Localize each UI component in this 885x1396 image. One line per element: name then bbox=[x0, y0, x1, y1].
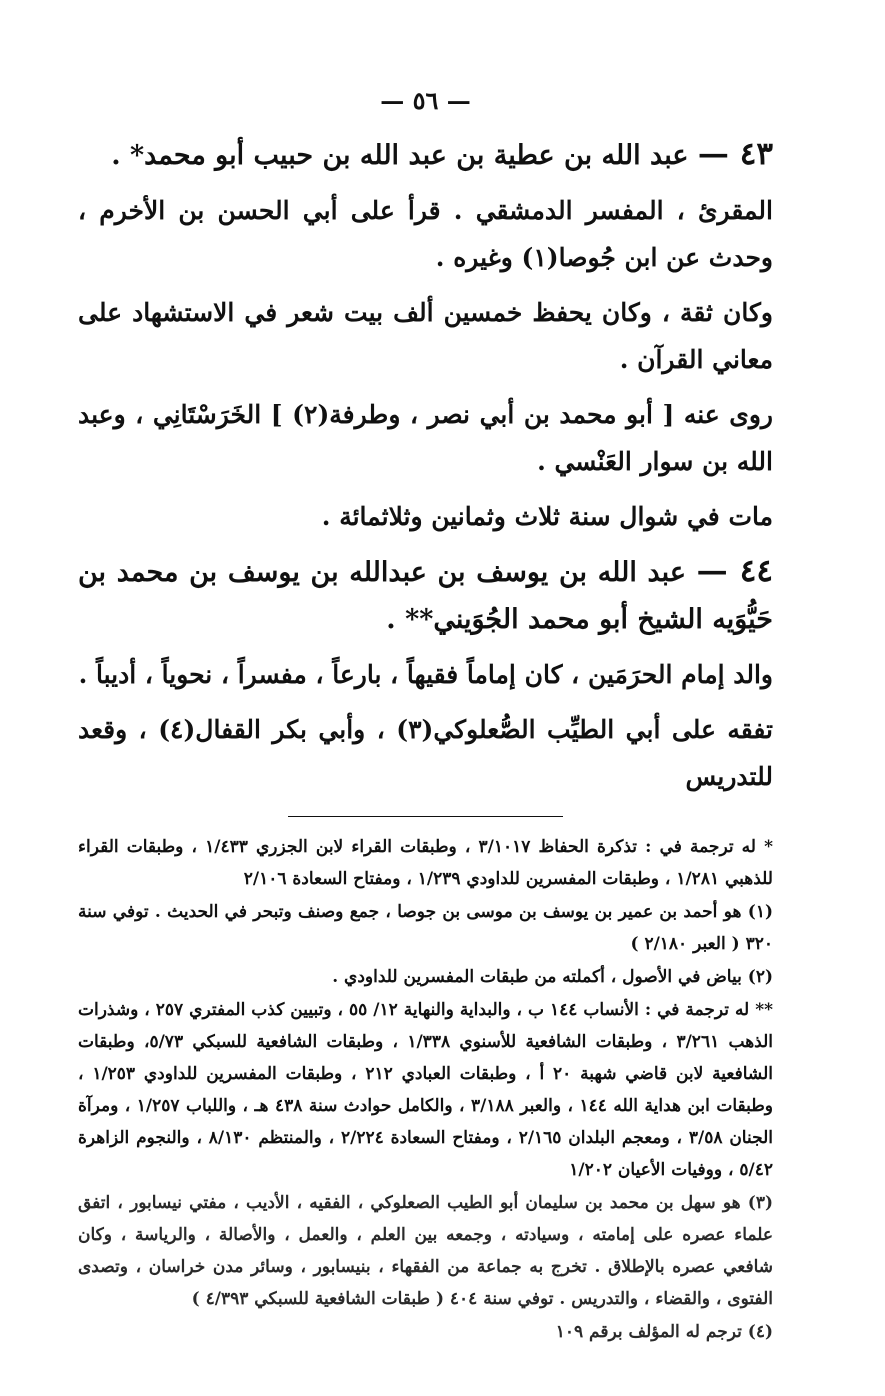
entry-number: ٤٣ — bbox=[697, 136, 773, 172]
entry-paragraph: وكان ثقة ، وكان يحفظ خمسين ألف بيت شعر في الاستشهاد على معاني القرآن . bbox=[78, 298, 773, 374]
entry-heading-43 bbox=[78, 131, 773, 179]
footnote-star: * له ترجمة في : تذكرة الحفاظ ٣/١٠١٧ ، وطبقات القراء لابن الجزري ١/٤٣٣ ، وطبقات القراء للذهبي ١/٢٨١ ، وطبقات المفسرين للداودي ١/٢٣٩ ، ومفتاح السعادة ٢/١٠٦ bbox=[78, 837, 773, 889]
footnote-divider bbox=[288, 816, 563, 817]
entry-number: ٤٤ — bbox=[696, 553, 773, 589]
main-text bbox=[78, 131, 773, 800]
entry-paragraph: روى عنه [ أبو محمد بن أبي نصر ، وطرفة(٢) ] الخَرَسْتَانِي ، وعبد الله بن سوار العَنْسي . bbox=[78, 400, 773, 476]
footnote-3: (٣) هو سهل بن محمد بن سليمان أبو الطيب الصعلوكي ، الفقيه ، الأديب ، مفتي نيسابور ، اتفق علماء عصره على إمامته ، وسيادته ، وجمعه بين العلم ، والعمل ، والأصالة ، والرياسة ، وكان شافعي عصره بالإطلاق . تخرج به جماعة من الفقهاء ، بنيسابور ، وسائر مدن خراسان ، وتصدى الفتوى ، والقضاء ، والتدريس . توفي سنة ٤٠٤ ( طبقات الشافعية للسبكي ٤/٣٩٣ ) bbox=[78, 1193, 773, 1309]
entry-paragraph: تفقه على أبي الطيِّب الصُّعلوكي(٣) ، وأبي بكر القفال(٤) ، وقعد للتدريس bbox=[78, 715, 773, 791]
entry-paragraph: مات في شوال سنة ثلاث وثمانين وثلاثمائة . bbox=[321, 502, 773, 531]
entry-title: عبد الله بن يوسف بن عبدالله بن يوسف بن محمد بن حَيُّوَيه الشيخ أبو محمد الجُوَيني** . bbox=[78, 557, 773, 635]
footnotes bbox=[78, 831, 773, 1348]
entry-paragraph: المقرئ ، المفسر الدمشقي . قرأ على أبي الحسن بن الأخرم ، وحدث عن ابن جُوصا(١) وغيره . bbox=[78, 196, 773, 272]
entry-paragraph: والد إمام الحرَمَين ، كان إماماً فقيهاً ، بارعاً ، مفسراً ، نحوياً ، أديباً . bbox=[78, 660, 773, 689]
footnote-2: (٢) بياض في الأصول ، أكملته من طبقات المفسرين للداودي . bbox=[332, 967, 773, 987]
footnote-double-star: ** له ترجمة في : الأنساب ١٤٤ ب ، والبداية والنهاية ١٢/ ٥٥ ، وتبيين كذب المفتري ٢٥٧ ، وشذرات الذهب ٣/٢٦١ ، وطبقات الشافعية للأسنوي ١/٣٣٨ ، وطبقات الشافعية للسبكي ٥/٧٣، وطبقات الشافعية لابن قاضي شهبة ٢٠ أ ، وطبقات العبادي ٢١٢ ، وطبقات المفسرين للداودي ١/٢٥٣ ، وطبقات ابن هداية الله ١٤٤ ، والعبر ٣/١٨٨ ، والكامل حوادث سنة ٤٣٨ هـ ، واللباب ١/٢٥٧ ، ومرآة الجنان ٣/٥٨ ، ومعجم البلدان ٢/١٦٥ ، ومفتاح السعادة ٢/٢٢٤ ، والمنتظم ٨/١٣٠ ، والنجوم الزاهرة ٥/٤٢ ، ووفيات الأعيان ١/٢٠٢ bbox=[78, 1000, 774, 1180]
page-number: — ٥٦ — bbox=[380, 86, 471, 115]
footnote-1: (١) هو أحمد بن عمير بن يوسف بن موسى بن جوصا ، جمع وصنف وتبحر في الحديث . توفي سنة ٣٢٠ ( العبر ٢/١٨٠ ) bbox=[78, 902, 773, 954]
entry-title: عبد الله بن عطية بن عبد الله بن حبيب أبو محمد* . bbox=[111, 140, 689, 171]
entry-heading-44 bbox=[78, 548, 773, 643]
footnote-4: (٤) ترجم له المؤلف برقم ١٠٩ bbox=[555, 1322, 773, 1342]
